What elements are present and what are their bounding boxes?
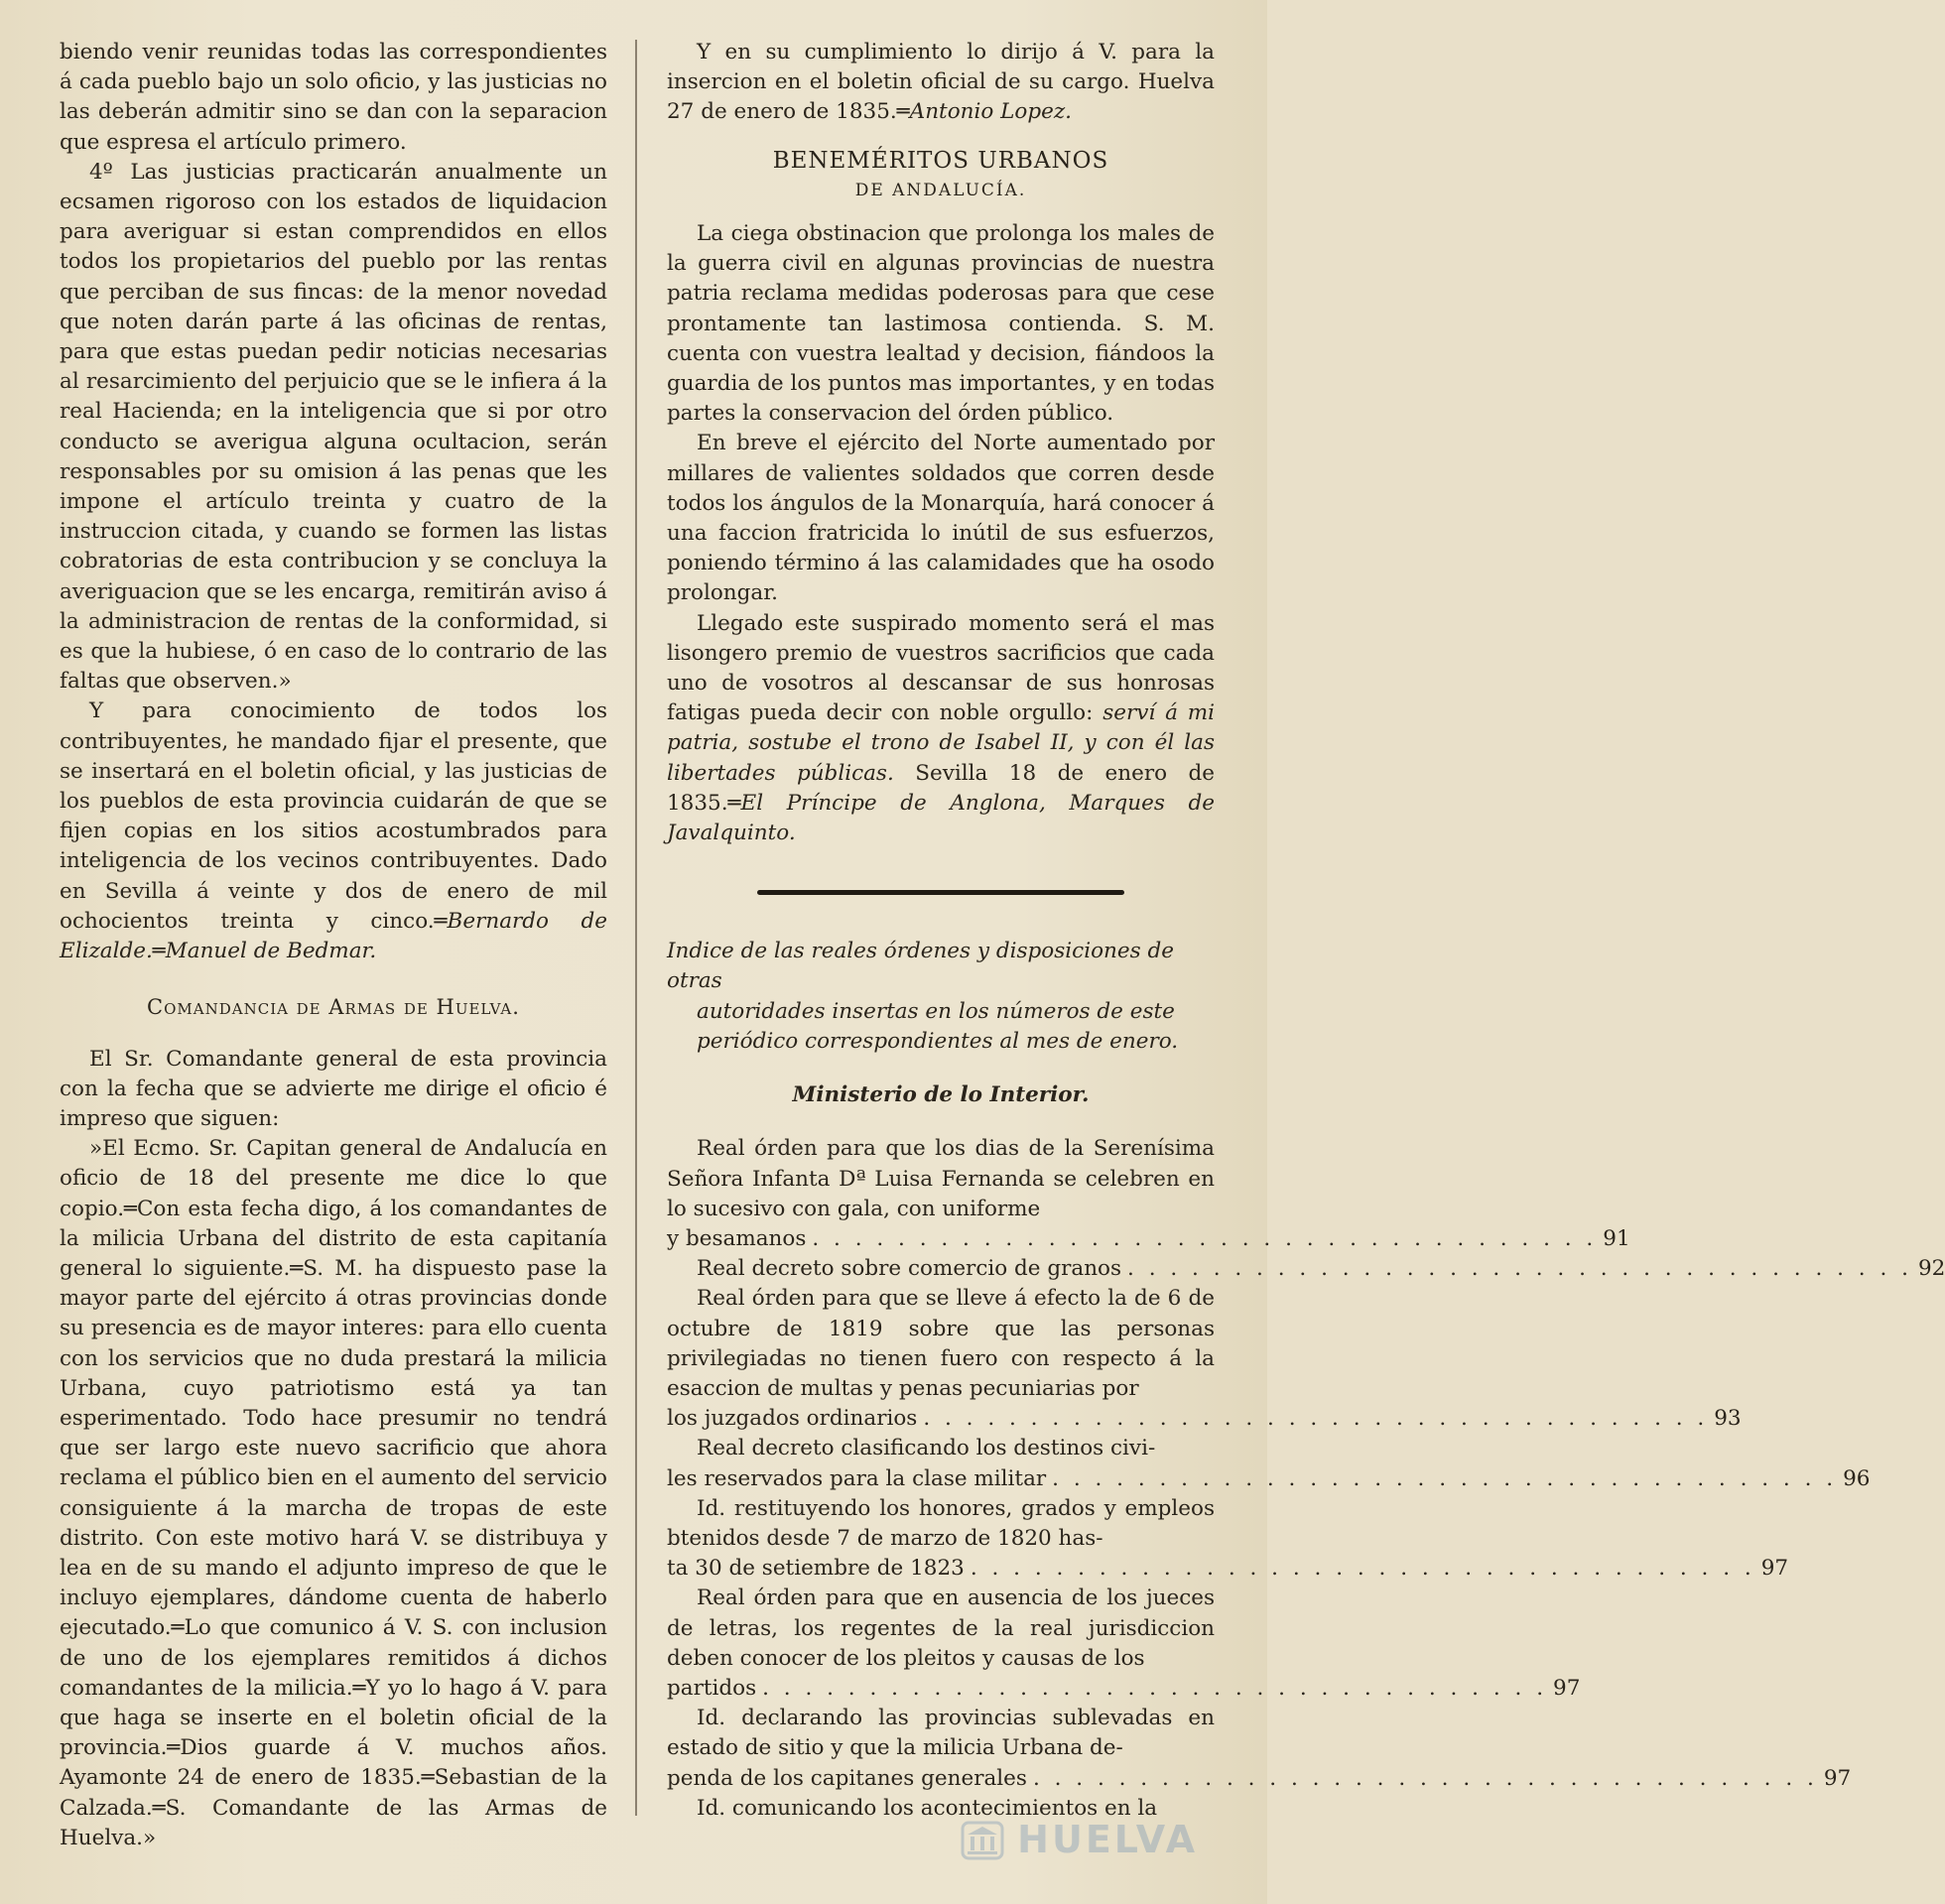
right-paragraph-4-place: Sevilla 18 de enero de 1835. [667,760,1216,816]
index-entry-last-text: ta 30 de setiembre de 1823 [667,1556,965,1582]
index-entry-last-line [667,1464,1871,1494]
ministry-heading: Ministerio de lo Interior. [792,1082,1090,1108]
index-entry [667,1584,1581,1704]
index-entry [667,1494,1789,1585]
index-title-line-2: autoridades insertas en los números de este periódico correspondientes al mes de enero. [697,998,1179,1054]
index-entry-last-line [667,1674,1581,1704]
index-entry-page-number: 92 [1917,1256,1945,1282]
index-entry-last-text: Real decreto sobre comercio de granos [697,1256,1122,1282]
index-entry [667,1284,1742,1434]
index-entry-text: Id. declarando las provincias sublevadas en estado de sitio y que la milicia Urbana de- [667,1706,1215,1761]
index-entry-page-number: 93 [1714,1406,1742,1432]
index-entry [667,1434,1871,1493]
right-paragraph-1-text: Y en su cumplimiento lo dirijo á V. para la insercion en el boletin oficial de su cargo. Huelva 27 de enero de 1835. [667,40,1215,125]
index-entry-last-text: penda de los capitanes generales [667,1765,1027,1791]
index-title [667,937,1215,1057]
index-entry-page-number: 97 [1760,1556,1789,1582]
left-paragraph-3-signature: ═Bernardo de Elizalde.═Manuel de Bedmar. [60,908,608,964]
index-entry-leader-dots: . . . . . . . . . . . . . . . . . . . . . . . . . . . . . . . . . . . . . [762,1675,1548,1701]
index-entry-last-line [667,1404,1742,1434]
index-entry-page-number: 96 [1843,1465,1871,1491]
index-entry [667,1254,1945,1284]
index-entry-last-text: partidos [667,1675,757,1701]
right-paragraph-4-text: Llegado este suspirado momento será el mas lisongero premio de vuestros sacrificios que cada uno de vosotros al descansar de sus honrosas fatigas pueda decir con noble orgullo: [667,610,1215,726]
index-entry-last-line [667,1554,1789,1584]
index-entry-text: Real órden para que se lleve á efecto la de 6 de octubre de 1819 sobre que las personas privilegiadas no tienen fuero con respecto á la esaccion de multas y penas pecuniarias por [667,1286,1215,1401]
index-entry-text: Real órden para que los dias de la Serenísima Señora Infanta Dª Luisa Fernanda se celebren en lo sucesivo con gala, con uniforme [667,1136,1215,1221]
left-column [60,38,607,1853]
index-entry-last-text: les reservados para la clase militar [667,1465,1047,1491]
index-entry-leader-dots: . . . . . . . . . . . . . . . . . . . . . . . . . . . . . . . . . . . . . [1052,1465,1838,1491]
left-paragraph-4: El Sr. Comandante general de esta provincia con la fecha que se advierte me dirige el oficio é impreso que siguen: [60,1046,607,1131]
separator-rule [757,890,1124,895]
article-subtitle: DE ANDALUCÍA. [854,180,1027,200]
index-entry [667,1134,1630,1254]
right-paragraph-4 [667,609,1215,849]
index-entry-last-line [667,1254,1945,1284]
index-entries [667,1134,1945,1793]
index-last-line: Id. comunicando los acontecimientos en la [697,1795,1158,1821]
index-entry-leader-dots: . . . . . . . . . . . . . . . . . . . . . . . . . . . . . . . . . . . . . [1127,1256,1912,1282]
library-building-icon [958,1815,1007,1864]
index-entry-page-number: 97 [1553,1675,1581,1701]
index-entry-text: Id. restituyendo los honores, grados y empleos btenidos desde 7 de marzo de 1820 has- [667,1495,1215,1551]
watermark [958,1815,1198,1864]
index-entry-leader-dots: . . . . . . . . . . . . . . . . . . . . . . . . . . . . . . . . . . . . . [1032,1765,1818,1791]
right-paragraph-1-signature: ═Antonio Lopez. [896,99,1073,125]
article-title: BENEMÉRITOS URBANOS [772,147,1109,174]
left-paragraph-3 [60,697,607,966]
index-entry-page-number: 91 [1603,1225,1630,1251]
index-entry [667,1704,1852,1794]
right-paragraph-2: La ciega obstinacion que prolonga los males de la guerra civil en algunas provincias de nuestra patria reclama medidas poderosas para que cese prontamente tan lastimosa contienda. S. M. cuenta con vuestra lealtad y decision, fiándoos la guardia de los puntos mas importantes, y en todas partes la conservacion del órden público. [667,221,1215,427]
left-paragraph-1: biendo venir reunidas todas las correspondientes á cada pueblo bajo un solo oficio, y las justicias no las deberán admitir sino se dan con la separacion que espresa el artículo primero. [60,40,607,155]
right-column [667,38,1945,1824]
left-paragraph-3-text: Y para conocimiento de todos los contribuyentes, he mandado fijar el presente, que se insertará en el boletin oficial, y las justicias de los pueblos de esta provincia cuidarán de que se fijen copias en los sitios acostumbrados para inteligencia de los vecinos contribuyentes. Dado en Sevilla á veinte y dos de enero de mil ochocientos treinta y cinco. [60,698,607,934]
index-entry-last-line [667,1764,1852,1794]
section-title-comandancia: Comandancia de Armas de Huelva. [147,995,520,1020]
left-paragraph-2: 4º Las justicias practicarán anualmente un ecsamen rigoroso con los estados de liquidacion para averiguar si estan comprendidos en ellos todos los propietarios del pueblo por las rentas que perciban de sus fincas: de la menor novedad que noten darán parte á las oficinas de rentas, para que estas puedan pedir noticias necesarias al resarcimiento del perjuicio que se le infiera á la real Hacienda; en la inteligencia que si por otro conducto se averigua alguna ocultacion, serán responsables por su omision á las penas que les impone el artículo treinta y cuatro de la instruccion citada, y cuando se formen las listas cobratorias de esta contribucion y se concluya la averiguacion que se les encarga, remitirán aviso á la administracion de rentas de la conformidad, si es que la hubiese, ó en caso de lo contrario de las faltas que observen.» [60,159,607,695]
left-paragraph-5: »El Ecmo. Sr. Capitan general de Andalucía en oficio de 18 del presente me dice lo que copio.═Con esta fecha digo, á los comandantes de la milicia Urbana del distrito de esta capitanía general lo siguiente.═S. M. ha dispuesto pase la mayor parte del ejército á otras provincias donde su presencia es de mayor interes: para ello cuenta con los servicios que no duda prestará la milicia Urbana, cuyo patriotismo está ya tan esperimentado. Todo hace presumir no tendrá que ser largo este nuevo sacrificio que ahora reclama el público bien en el aumento del servicio consiguiente á la marcha de tropas de este distrito. Con este motivo hará V. se distribuya y lea en de su mando el adjunto impreso de que le incluyo ejemplares, dándome cuenta de haberlo ejecutado.═Lo que comunico á V. S. con inclusion de uno de los ejemplares remitidos á dichos comandantes de la milicia.═Y yo lo hago á V. para que haga se inserte en el boletin oficial de la provincia.═Dios guarde á V. muchos años. Ayamonte 24 de enero de 1835.═Sebastian de la Calzada.═S. Comandante de las Armas de Huelva.» [60,1136,607,1850]
column-divider [635,40,637,1816]
right-paragraph-4-signature: ═El Príncipe de Anglona, Marques de Javalquinto. [667,790,1215,846]
index-entry-last-text: los juzgados ordinarios [667,1406,918,1432]
right-paragraph-3: En breve el ejército del Norte aumentado por millares de valientes soldados que corren desde todos los ángulos de la Monarquía, hará conocer á una faccion fratricida lo inútil de sus esfuerzos, poniendo término á las calamidades que ha osodo prolongar. [667,431,1215,606]
index-entry-last-text: y besamanos [667,1225,807,1251]
watermark-text: HUELVA [1017,1818,1198,1861]
index-entry-leader-dots: . . . . . . . . . . . . . . . . . . . . . . . . . . . . . . . . . . . . . [970,1556,1755,1582]
index-entry-text: Real órden para que en ausencia de los jueces de letras, los regentes de la real jurisdiccion deben conocer de los pleitos y causas de los [667,1586,1215,1671]
right-paragraph-4-quote: serví á mi patria, sostube el trono de Isabel II, y con él las libertades públicas. [667,700,1215,786]
index-entry-text: Real decreto clasificando los destinos civi- [697,1436,1156,1461]
right-paragraph-1 [667,38,1215,128]
index-entry-page-number: 97 [1823,1765,1852,1791]
index-entry-leader-dots: . . . . . . . . . . . . . . . . . . . . . . . . . . . . . . . . . . . . . [923,1406,1709,1432]
index-entry-leader-dots: . . . . . . . . . . . . . . . . . . . . . . . . . . . . . . . . . . . . . [812,1225,1598,1251]
index-title-line-1: Indice de las reales órdenes y disposiciones de otras [667,939,1174,994]
index-entry-last-line [667,1224,1630,1254]
